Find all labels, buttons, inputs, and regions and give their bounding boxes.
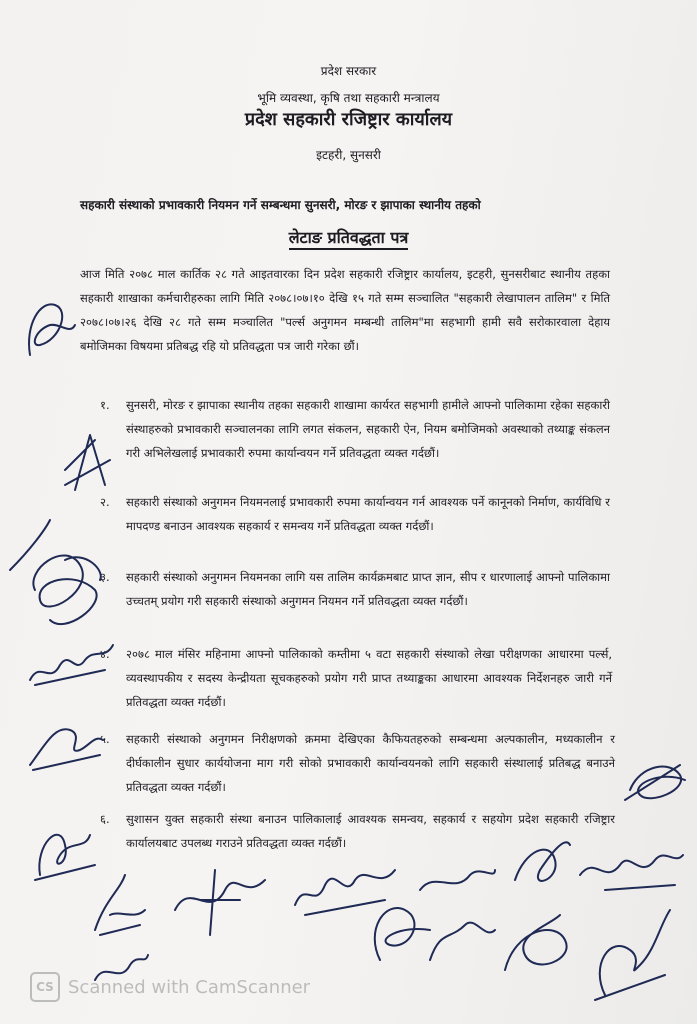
- commitment-item-1: १. सुनसरी, मोरङ र झापाका स्थानीय तहका सहकारी शाखामा कार्यरत सहभागी हामीले आफ्नो पालिकामा रहेका सहकारी संस्थाहरुको प्रभावकारी सञ्चालनका लागि लगत संकलन, सहकारी ऐन, नियम बमोजिमको अवस्थाको तथ्याङ्क संकलन गरी अभिलेखलाई प्रभावकारी रुपमा कार्यान्वयन गर्ने प्रतिवद्धता व्यक्त गर्दछौं।: [100, 398, 610, 460]
- intro-paragraph: आज मिति २०७८ माल कार्तिक २८ गते आइतवारका दिन प्रदेश सहकारी रजिष्ट्रार कार्यालय, इटहरी, सुनसरीबाट स्थानीय तहका सहकारी शाखाका कर्मचारीहरुका लागि मिति २०७८।०७।१० देखि १५ गते सम्म सञ्चालित "सहकारी लेखापालन तालिम" र मिति २०७८।०७।२६ देखि २८ गते सम्म मञ्चालित "पर्ल्स अनुगमन मम्बन्धी तालिम"मा सहभागी हामी सवै सरोकारवाला देहाय बमोजिमका विषयमा प्रतिबद्ध रहि यो प्रतिवद्धता पत्र जारी गरेका छौं।: [80, 267, 610, 353]
- signature-12: [410, 860, 500, 970]
- signature-15: [585, 905, 675, 1005]
- subject-line: सहकारी संस्थाको प्रभावकारी नियमन गर्ने सम्बन्धमा सुनसरी, मोरङ र झापाका स्थानीय तहको: [80, 198, 481, 212]
- header-government: प्रदेश सरकार: [320, 64, 377, 78]
- camscanner-watermark: [30, 972, 310, 1002]
- camscanner-logo: CS: [30, 972, 60, 1002]
- signature-13: [495, 830, 575, 980]
- signature-1: [20, 295, 80, 365]
- signature-9: [170, 860, 270, 940]
- commitment-item-5: ५. सहकारी संस्थाको अनुगमन निरीक्षणको क्रममा देखिएका कैफियतहरुको सम्बन्धमा अल्पकालीन, मध्यकालीन र दीर्घकालीन सुधार कार्ययोजना माग गरी सोको प्रभावकारी कार्यान्वयनको लागि सहकारी संस्थालाई प्रतिबद्ध बनाउने प्रतिवद्धता व्यक्त गर्दछौं।: [100, 732, 615, 794]
- signature-3: [5, 510, 115, 640]
- signature-14: [575, 840, 685, 900]
- watermark-text: Scanned with CamScanner: [68, 976, 311, 998]
- signature-2: [55, 430, 115, 500]
- header-location: इटहरी, सुनसरी: [316, 148, 381, 162]
- document-title: लेटाङ प्रतिवद्धता पत्र: [0, 226, 697, 248]
- signature-7: [620, 750, 690, 810]
- commitment-item-4: ४. २०७८ माल मंसिर महिनामा आफ्नो पालिकाको कम्तीमा ५ वटा सहकारी संस्थाको लेखा परीक्षणका आधारमा पर्ल्स, व्यवस्थापकीय र सदस्य केन्द्रीयता सूचकहरुको प्रयोग गरी प्राप्त तथ्याङ्कका आधारमा आवश्यक निर्देशनहरु जारी गर्ने प्रतिवद्धता व्यक्त गर्दछौं।: [100, 647, 612, 709]
- signature-4: [25, 640, 115, 690]
- commitment-item-3: ३. सहकारी संस्थाको अनुगमन नियमनका लागि यस तालिम कार्यक्रमबाट प्राप्त ज्ञान, सीप र धारणालाई आफ्नो पालिकामा उच्चतम् प्रयोग गरी सहकारी संस्थाको अनुगमन नियमन गर्ने प्रतिवद्धता व्यक्त गर्दछौं।: [100, 570, 610, 608]
- commitment-item-2: २. सहकारी संस्थाको अनुगमन नियमनलाई प्रभावकारी रुपमा कार्यान्वयन गर्न आवश्यक पर्ने कानूनको निर्माण, कार्यविधि र मापदण्ड बनाउन आवश्यक सहकार्य र समन्वय गर्ने प्रतिवद्धता व्यक्त गर्दछौं।: [100, 495, 610, 533]
- signature-5: [25, 715, 105, 775]
- commitment-item-6: ६. सुशासन युक्त सहकारी संस्था बनाउन पालिकालाई आवश्यक समन्वय, सहकार्य र सहयोग प्रदेश सहकारी रजिष्ट्रार कार्यालयबाट उपलब्ध गराउने प्रतिवद्धता व्यक्त गर्दछौं।: [100, 812, 615, 850]
- header-office: प्रदेश सहकारी रजिष्ट्रार कार्यालय: [244, 109, 453, 130]
- signature-8: [85, 870, 155, 940]
- header-ministry: भूमि व्यवस्था, कृषि तथा सहकारी मन्त्रालय: [257, 91, 440, 105]
